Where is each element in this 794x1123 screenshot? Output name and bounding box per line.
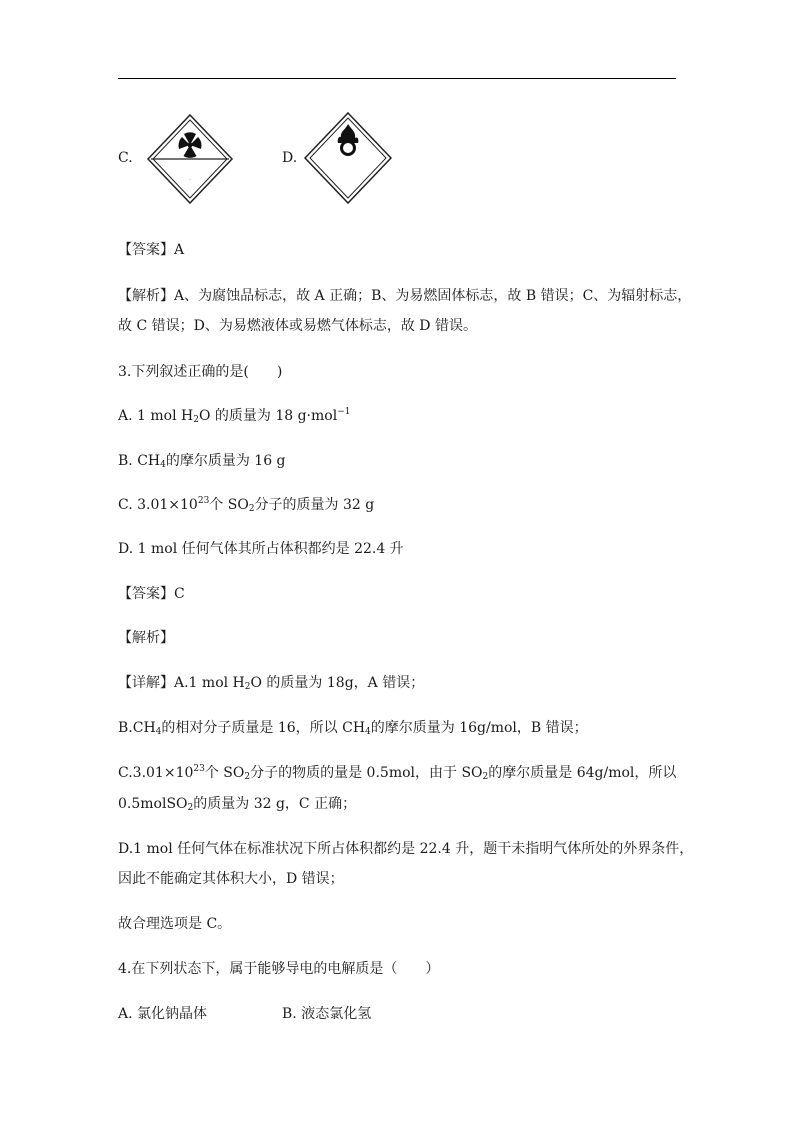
q3-detail-b: $B.CH_4$的相对分子质量是 16，所以 $CH_4$的摩尔质量为 16g/mol，B 错误； xyxy=(118,720,588,737)
q2-analysis-line-1: 【解析】A、为腐蚀品标志，故 A 正确；B、为易燃固体标志，故 B 错误；C、为辐射标志， xyxy=(118,288,692,304)
option-d-label: D. xyxy=(282,150,298,166)
q4-option-b: B. 液态氯化氢 xyxy=(282,1006,372,1022)
q3-detail-c-line-2: 0.5molSO$_2$的质量为 32 g，C 正确； xyxy=(118,796,357,813)
q3-conclusion: 故合理选项是 C。 xyxy=(118,916,232,932)
q2-answer: 【答案】A xyxy=(118,242,185,258)
q4-option-a: A. 氯化钠晶体 xyxy=(118,1006,208,1022)
radiation-hazard-sign-icon xyxy=(145,112,235,207)
q3-option-b: B. $CH_4$的摩尔质量为 16 g xyxy=(118,453,286,470)
q3-analysis-heading: 【解析】 xyxy=(118,630,174,646)
option-c-label: C. xyxy=(118,150,133,166)
q3-answer: 【答案】C xyxy=(118,586,185,602)
q3-option-c: C. $3.01\times 10^{23}$个 $SO_2$分子的质量为 32 g xyxy=(118,496,375,514)
q3-detail-c-line-1: $C.3.01\times 10^{23}$个 $SO_2$分子的物质的量是 0.5mol，由于 $SO_2$的摩尔质量是 64g/mol，所以 xyxy=(118,764,677,782)
header-rule xyxy=(118,78,676,79)
q2-analysis-line-2: 故 C 错误；D、为易燃液体或易燃气体标志，故 D 错误。 xyxy=(118,318,477,334)
q4-stem: 4.在下列状态下，属于能够导电的电解质是（ ） xyxy=(118,961,440,977)
q3-detail-d-line-2: 因此不能确定其体积大小，D 错误； xyxy=(118,871,344,887)
q3-option-a: A. 1 mol $H_2O$ 的质量为 18 g·mol$^{-1}$ xyxy=(118,407,351,425)
q3-detail-d-line-1: D.1 mol 任何气体在标准状况下所占体积都约是 22.4 升，题干未指明气体所处的外界条件， xyxy=(118,841,694,857)
q3-stem: 3.下列叙述正确的是( ) xyxy=(118,364,283,380)
svg-text:·: · xyxy=(189,177,191,184)
q3-detail-a: 【详解】A.1 mol $H_2O$ 的质量为 18g，A 错误； xyxy=(118,675,425,692)
q3-option-d: D. 1 mol 任何气体其所占体积都约是 22.4 升 xyxy=(118,541,404,557)
oxidizer-flame-sign-icon xyxy=(302,110,394,207)
